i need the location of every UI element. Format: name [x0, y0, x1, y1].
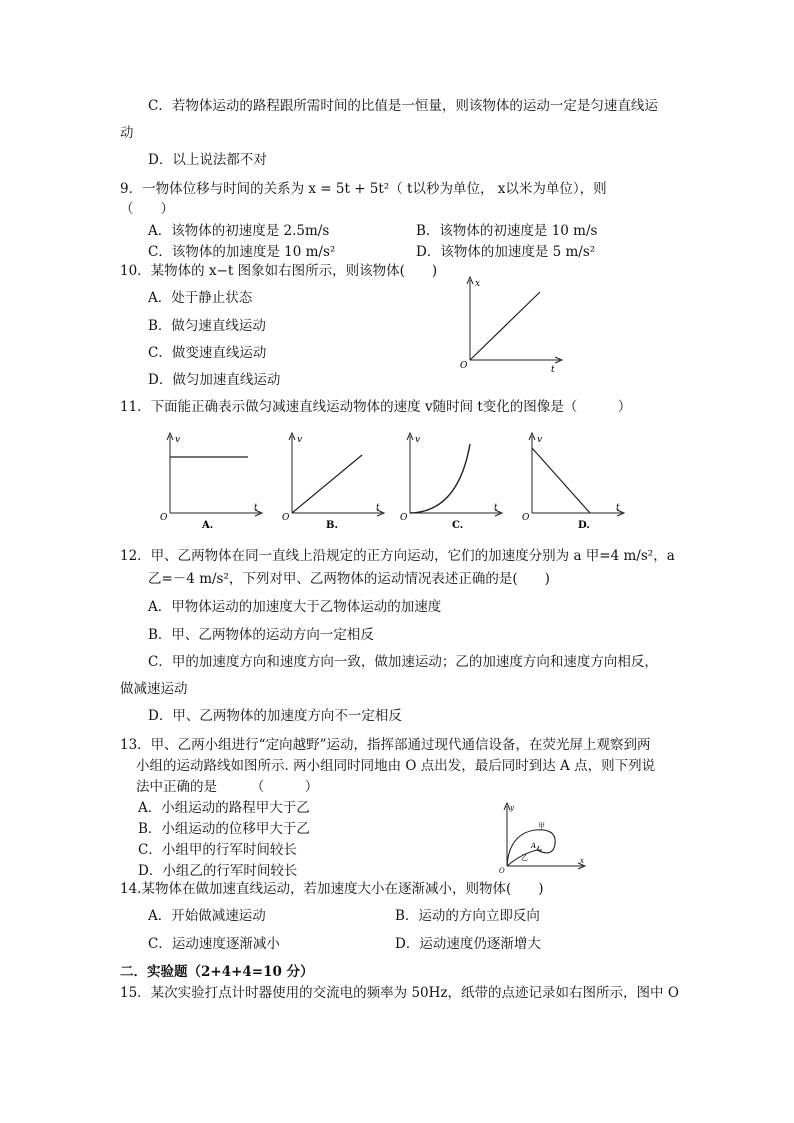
q9-paren: （ ） [120, 201, 174, 217]
q12-option-c-line2: 做减速运动 [120, 681, 188, 697]
q14-option-d: D．运动速度仍逐渐增大 [395, 936, 541, 952]
q9-option-d: D．该物体的加速度是 5 m/s² [416, 244, 596, 260]
q9-option-b: B．该物体的初速度是 10 m/s [416, 223, 598, 239]
q14-option-a: A．开始做减速运动 [148, 908, 266, 924]
q14-option-b: B．运动的方向立即反向 [395, 908, 540, 924]
q11-graph-b [282, 433, 384, 531]
q11-graph-b-axis-t: t [376, 503, 380, 513]
q13-axis-y-label: y [510, 804, 514, 812]
q10-stem: 10．某物体的 x−t 图象如右图所示，则该物体( ) [120, 263, 438, 279]
q10-xt-graph [455, 272, 570, 377]
q11-stem: 11．下面能正确表示做匀减速直线运动物体的速度 v随时间 t变化的图像是（ ） [120, 399, 632, 415]
q14-option-c: C．运动速度逐渐减小 [148, 936, 280, 952]
q13-stem-line3: 法中正确的是 （ ） [136, 779, 319, 795]
q11-graph-b-axis-v: v [297, 435, 303, 445]
q15-stem: 15．某次实验打点计时器使用的交流电的频率为 50Hz，纸带的点迹记录如右图所示，图中 O [120, 985, 679, 1001]
q13-route-graph [495, 800, 590, 875]
q11-graph-a-label: A. [202, 520, 214, 531]
q9-stem: 9．一物体位移与时间的关系为 x = 5t + 5t²（ t以秒为单位， x以米为单位），则 [120, 181, 607, 197]
q11-graph-a-origin: O [160, 513, 168, 523]
q11-graph-d [522, 433, 624, 531]
q14-stem: 14.某物体在做加速直线运动，若加速度大小在逐渐减小，则物体( ) [120, 881, 544, 897]
q11-graph-d-origin: O [522, 513, 530, 523]
q11-graph-b-label: B. [326, 520, 338, 531]
q13-option-d: D．小组乙的行军时间较长 [138, 863, 298, 879]
q8-option-c-line1: C．若物体运动的路程跟所需时间的比值是一恒量，则该物体的运动一定是匀速直线运 [148, 98, 658, 114]
q12-option-b: B．甲、乙两物体的运动方向一定相反 [148, 627, 374, 643]
q12-option-d: D．甲、乙两物体的加速度方向不一定相反 [148, 708, 402, 724]
q12-option-c-line1: C．甲的加速度方向和速度方向一致，做加速运动；乙的加速度方向和速度方向相反， [148, 654, 658, 670]
q9-option-a: A．该物体的初速度是 2.5m/s [148, 223, 330, 239]
q10-option-a: A．处于静止状态 [148, 290, 253, 306]
q12-option-a: A．甲物体运动的加速度大于乙物体运动的加速度 [148, 599, 442, 615]
q13-path-yi-label: 乙 [521, 854, 528, 862]
q11-graphs [150, 428, 630, 533]
q12-stem-line1: 12．甲、乙两物体在同一直线上沿规定的正方向运动，它们的加速度分别为 a 甲=4 m/s²，a [120, 548, 675, 564]
q9-option-c: C．该物体的加速度是 10 m/s² [148, 244, 336, 260]
q11-graph-c-origin: O [400, 513, 408, 523]
q13-option-b: B．小组运动的位移甲大于乙 [138, 821, 310, 837]
q11-graph-d-label: D. [578, 520, 590, 531]
q11-graph-a-axis-v: v [175, 435, 181, 445]
q13-stem-line1: 13．甲、乙两小组进行“定向越野”运动，指挥部通过现代通信设备，在荧光屏上观察到两 [120, 737, 651, 753]
q12-stem-line2: 乙=－4 m/s²，下列对甲、乙两物体的运动情况表述正确的是( ) [148, 571, 550, 587]
q8-option-d: D．以上说法都不对 [148, 152, 267, 168]
q10-option-c: C．做变速直线运动 [148, 345, 267, 361]
q11-graph-d-axis-v: v [537, 435, 543, 445]
q10-option-d: D．做匀加速直线运动 [148, 372, 281, 388]
q10-origin-label: O [460, 361, 468, 371]
q13-origin-label: O [499, 867, 505, 875]
q11-graph-d-axis-t: t [616, 503, 620, 513]
q11-graph-c-axis-t: t [494, 503, 498, 513]
q11-graph-c-label: C. [452, 520, 464, 531]
q10-axis-x-label: x [475, 279, 481, 289]
q13-option-a: A．小组运动的路程甲大于乙 [138, 800, 310, 816]
q13-path-jia-label: 甲 [538, 822, 545, 830]
q11-graph-a [160, 433, 262, 531]
q13-stem-line2: 小组的运动路线如图所示. 两小组同时同地由 O 点出发，最后同时到达 A 点，则下列说 [136, 758, 656, 774]
q13-point-a-label: A [531, 842, 537, 850]
q10-option-b: B．做匀速直线运动 [148, 318, 266, 334]
q13-option-c: C．小组甲的行军时间较长 [138, 842, 297, 858]
q11-graph-a-axis-t: t [254, 503, 258, 513]
q13-axis-x-label: x [580, 857, 584, 865]
q11-graph-c-axis-v: v [415, 435, 421, 445]
q8-option-c-line2: 动 [120, 125, 134, 141]
section-2-title: 二．实验题（2+4+4=10 分） [120, 964, 314, 980]
q10-axis-t-label: t [551, 365, 555, 375]
q11-graph-b-origin: O [282, 513, 290, 523]
q11-graph-c [400, 433, 502, 531]
